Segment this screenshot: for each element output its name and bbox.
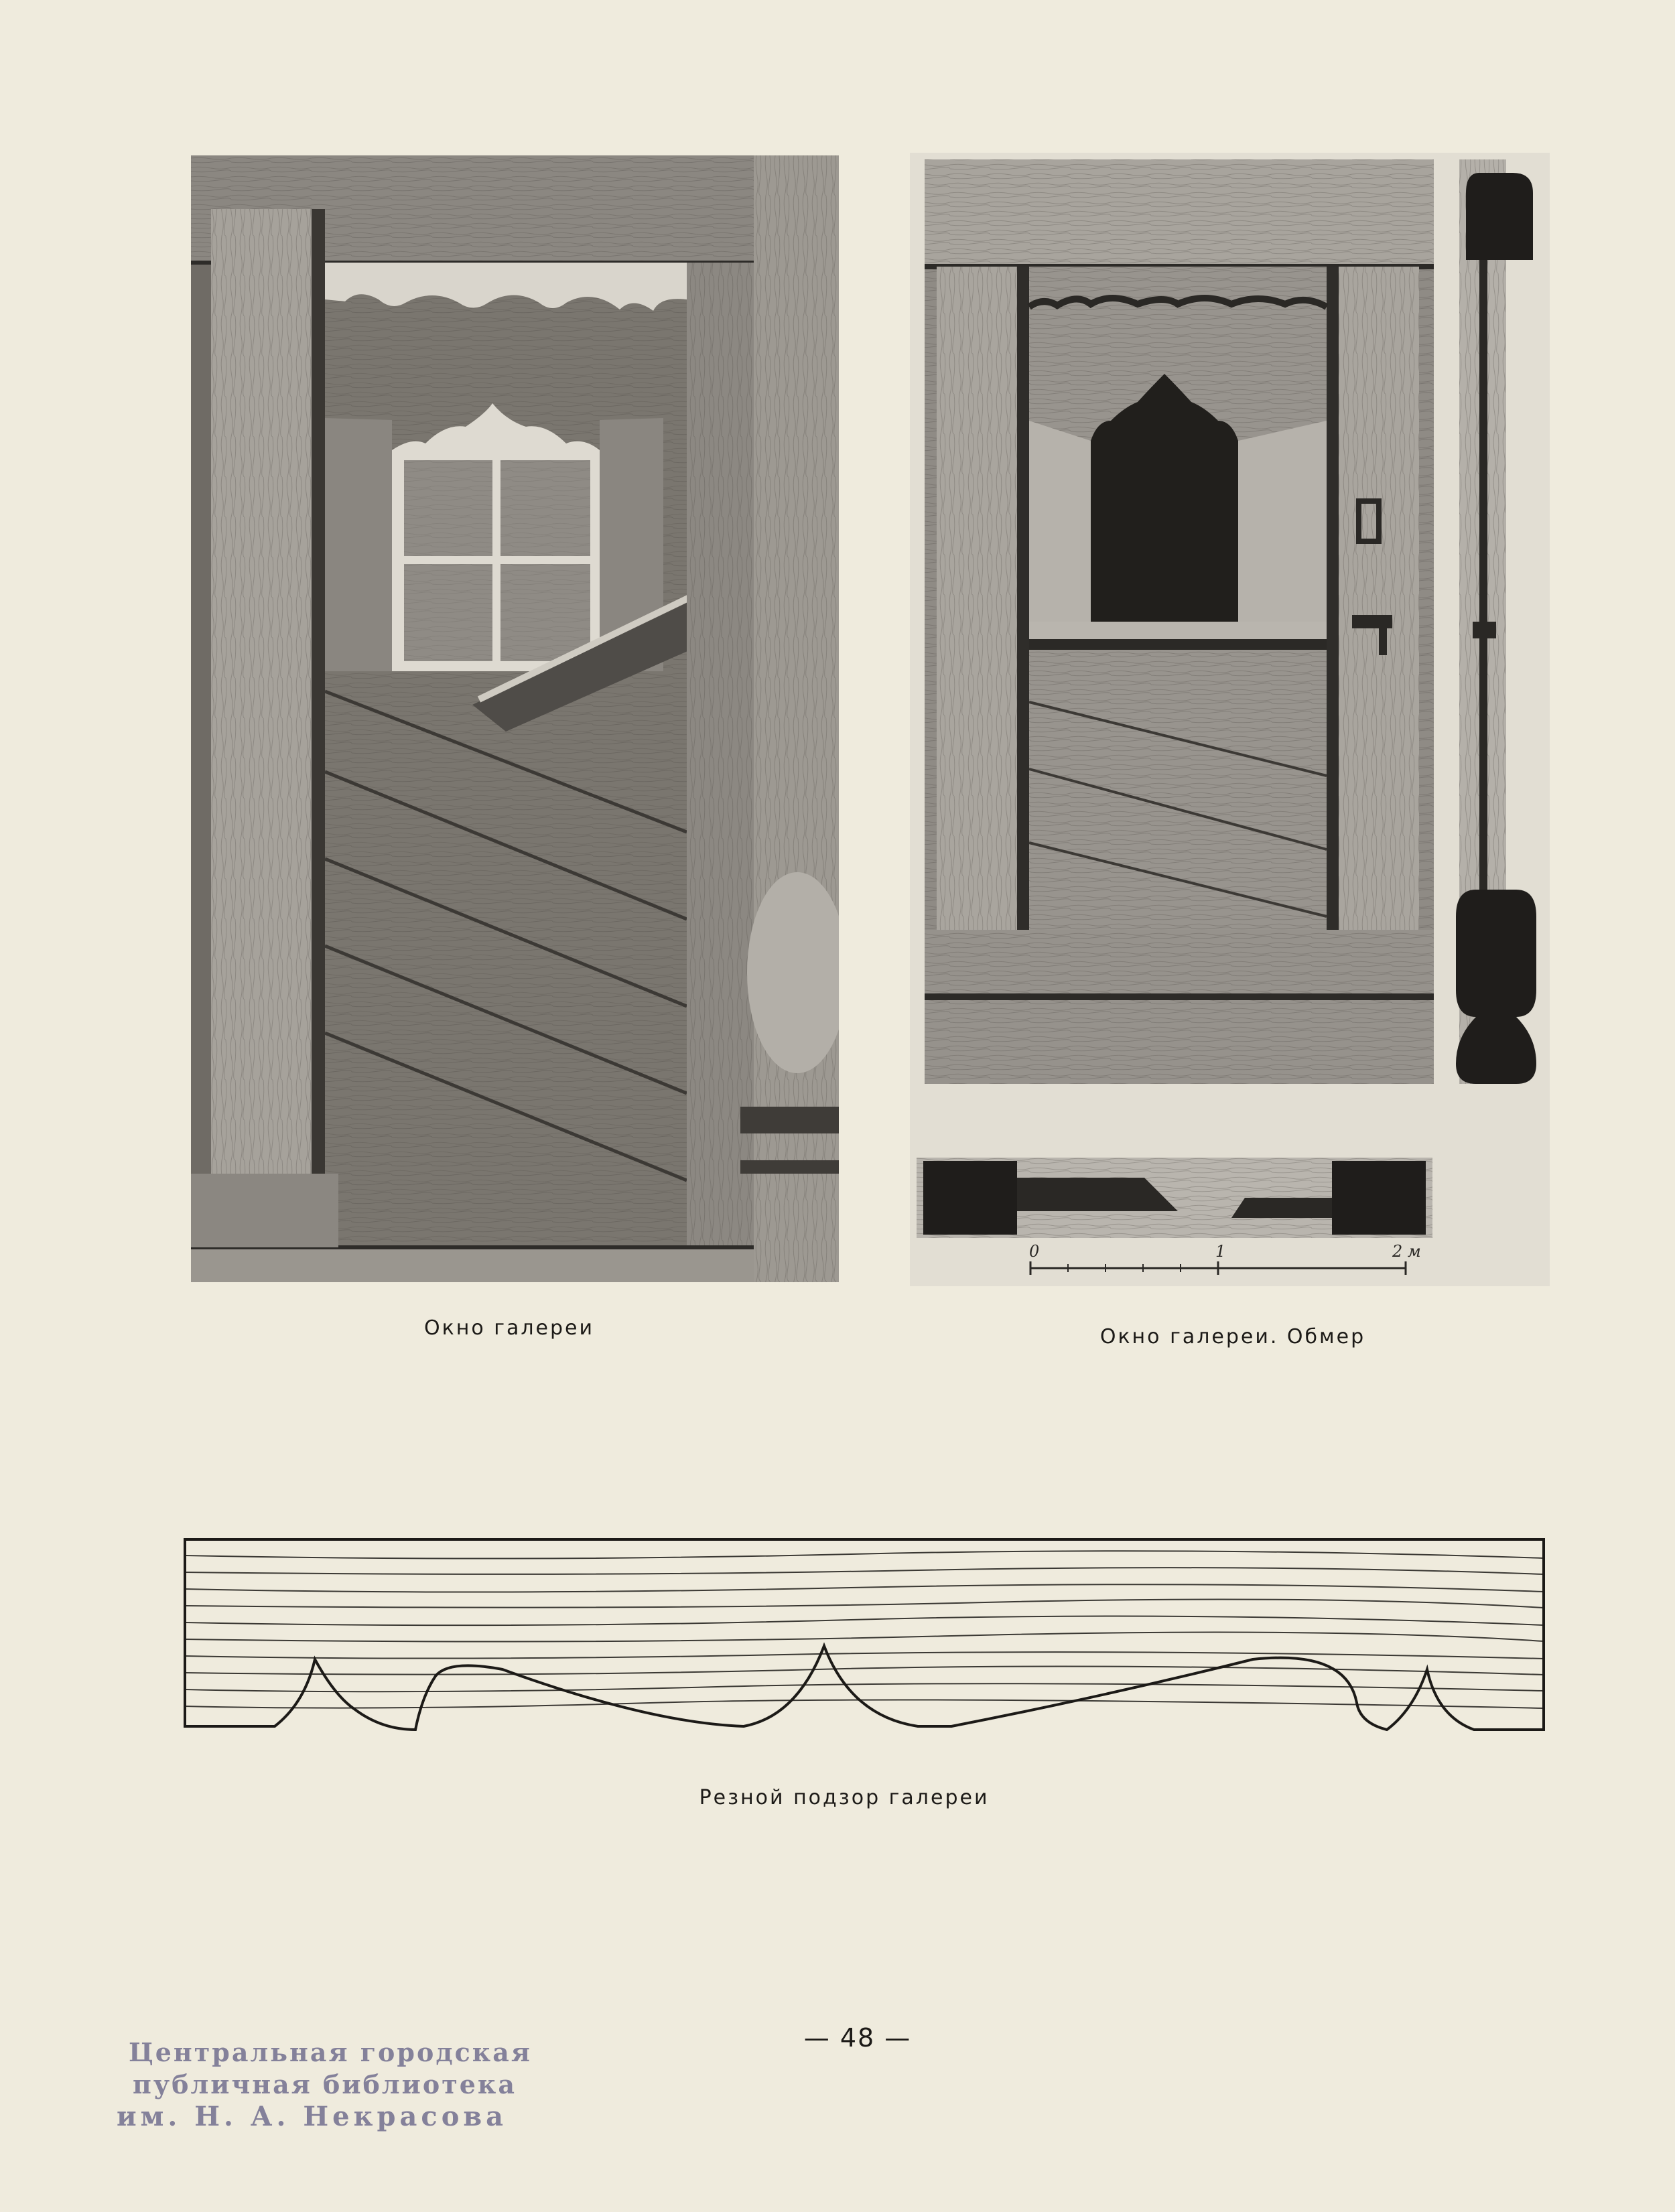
scale-label-1: 1 [1215, 1242, 1226, 1261]
gallery-window-photo [191, 155, 839, 1282]
scale-label-2: 2 м [1392, 1242, 1421, 1261]
gallery-window-measured-drawing [910, 153, 1550, 1286]
caption-right-drawing: Окно галереи. Обмер [1099, 1325, 1366, 1349]
stamp-line-1: Центральная городская [129, 2037, 532, 2067]
caption-bottom-drawing: Резной подзор галереи [699, 1786, 990, 1809]
stamp-line-3: им. Н. А. Некрасова [117, 2101, 508, 2132]
caption-left-photo: Окно галереи [423, 1316, 594, 1340]
stamp-line-2: публичная библиотека [133, 2069, 517, 2099]
library-stamp [114, 2036, 532, 2144]
page-number: — 48 — [803, 2023, 912, 2053]
scale-label-0: 0 [1029, 1242, 1040, 1261]
carved-valance-drawing [181, 1535, 1548, 1740]
